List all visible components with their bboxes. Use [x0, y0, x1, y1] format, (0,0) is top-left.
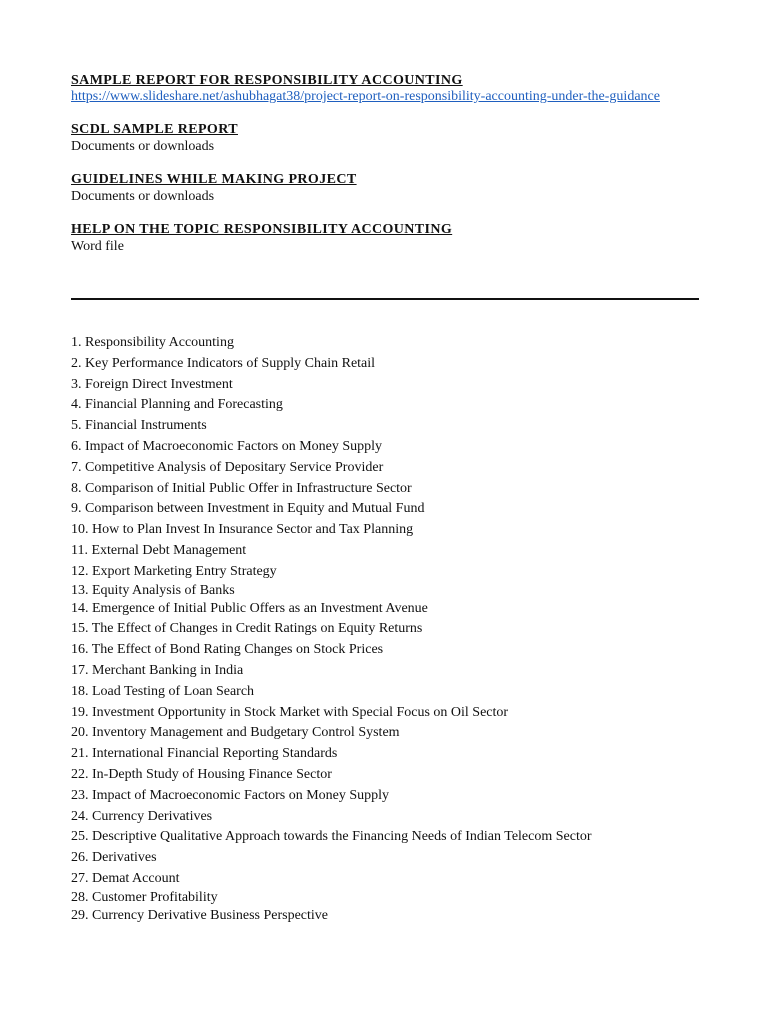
list-item: 7. Competitive Analysis of Depositary Service Provider — [71, 459, 384, 475]
list-item: 18. Load Testing of Loan Search — [71, 683, 255, 699]
list-item: 16. The Effect of Bond Rating Changes on Stock Prices — [71, 642, 384, 658]
section-scdl-sample-report — [71, 121, 699, 155]
list-item: 29. Currency Derivative Business Perspective — [71, 907, 328, 923]
list-item: 24. Currency Derivatives — [71, 808, 213, 824]
list-item: 11. External Debt Management — [71, 542, 247, 558]
section-guidelines — [71, 171, 699, 205]
section-subtext: Word file — [71, 239, 124, 254]
slideshare-link[interactable]: https://www.slideshare.net/ashubhagat38/project-report-on-responsibility-accounting-under-the-guidance — [71, 89, 660, 104]
list-item: 20. Inventory Management and Budgetary Control System — [71, 725, 400, 741]
horizontal-divider — [71, 298, 699, 300]
list-item: 3. Foreign Direct Investment — [71, 376, 233, 392]
list-item: 15. The Effect of Changes in Credit Ratings on Equity Returns — [71, 621, 423, 637]
list-item: 23. Impact of Macroeconomic Factors on Money Supply — [71, 787, 390, 803]
section-help-topic — [71, 221, 699, 255]
list-item: 14. Emergence of Initial Public Offers as an Investment Avenue — [71, 600, 428, 616]
list-item: 22. In-Depth Study of Housing Finance Sector — [71, 766, 332, 782]
list-item: 9. Comparison between Investment in Equity and Mutual Fund — [71, 501, 425, 517]
list-item: 26. Derivatives — [71, 850, 157, 866]
list-item: 5. Financial Instruments — [71, 418, 207, 434]
section-sample-report — [71, 72, 699, 105]
section-subtext: Documents or downloads — [71, 189, 215, 204]
list-item: 4. Financial Planning and Forecasting — [71, 397, 283, 413]
list-item: 10. How to Plan Invest In Insurance Sector and Tax Planning — [71, 522, 414, 538]
list-item: 8. Comparison of Initial Public Offer in Infrastructure Sector — [71, 480, 412, 496]
section-heading: SCDL SAMPLE REPORT — [71, 122, 238, 137]
section-heading: GUIDELINES WHILE MAKING PROJECT — [71, 172, 357, 187]
list-item: 12. Export Marketing Entry Strategy — [71, 563, 277, 579]
section-heading: HELP ON THE TOPIC RESPONSIBILITY ACCOUNTING — [71, 222, 453, 237]
list-item: 13. Equity Analysis of Banks — [71, 582, 235, 598]
list-item: 25. Descriptive Qualitative Approach towards the Financing Needs of Indian Telecom Sector — [71, 829, 592, 845]
document-page — [71, 72, 699, 271]
topic-list — [71, 333, 699, 927]
section-subtext: Documents or downloads — [71, 139, 215, 154]
list-item: 2. Key Performance Indicators of Supply Chain Retail — [71, 355, 376, 371]
section-heading: SAMPLE REPORT FOR RESPONSIBILITY ACCOUNTING — [71, 73, 463, 88]
list-item: 21. International Financial Reporting Standards — [71, 746, 338, 762]
list-item: 27. Demat Account — [71, 870, 180, 886]
list-item: 1. Responsibility Accounting — [71, 335, 234, 350]
list-item: 19. Investment Opportunity in Stock Market with Special Focus on Oil Sector — [71, 704, 509, 720]
list-item: 28. Customer Profitability — [71, 889, 218, 905]
list-item: 17. Merchant Banking in India — [71, 662, 244, 678]
list-item: 6. Impact of Macroeconomic Factors on Money Supply — [71, 438, 383, 454]
